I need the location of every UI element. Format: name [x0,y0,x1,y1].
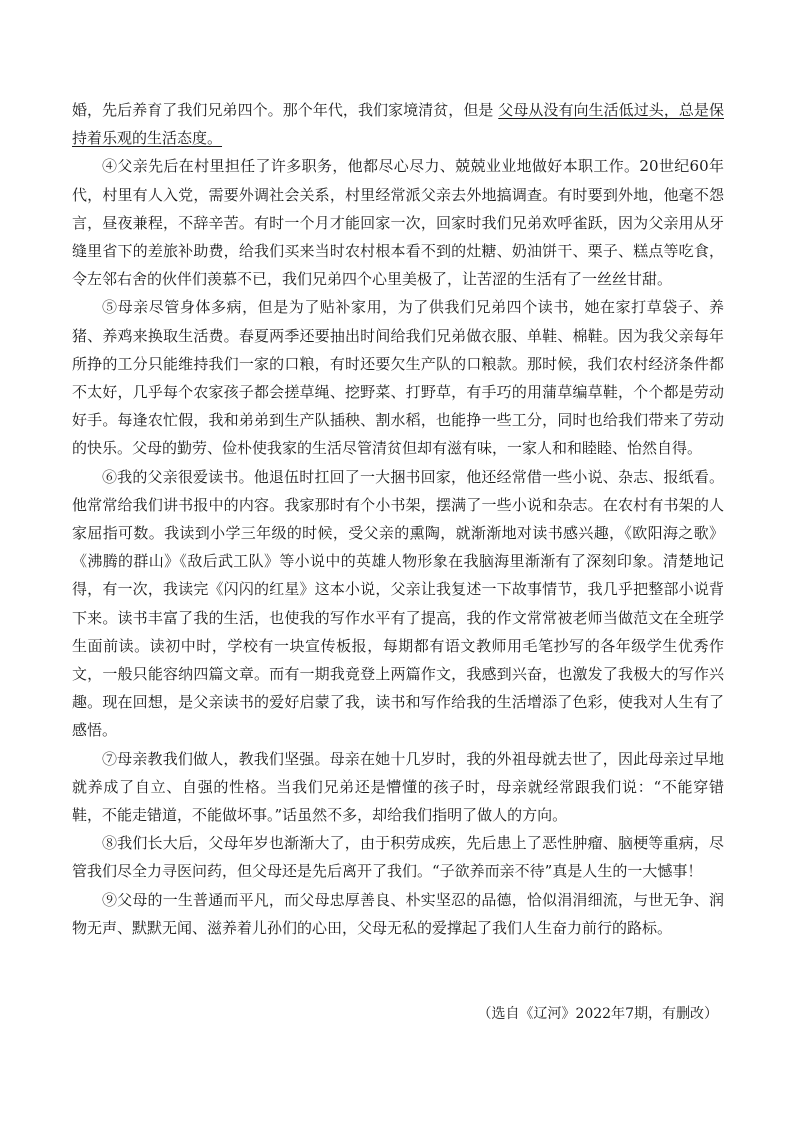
paragraph-7: ⑦母亲教我们做人，教我们坚强。母亲在她十几岁时，我的外祖母就去世了，因此母亲过早地就养成了自立、自强的性格。当我们兄弟还是懵懂的孩子时，母亲就经常跟我们说：“不能穿错鞋，不能走错道，不能做坏事。”话虽然不多，却给我们指明了做人的方向。 [72,749,724,825]
paragraph-8: ⑧我们长大后，父母年岁也渐渐大了，由于积劳成疾，先后患上了恶性肿瘤、脑梗等重病，尽管我们尽全力寻医问药，但父母还是先后离开了我们。“子欲养而亲不待”真是人生的一大憾事！ [72,834,724,881]
paragraph-4: ④父亲先后在村里担任了许多职务，他都尽心尽力、兢兢业业地做好本职工作。20世纪60年代，村里有人入党，需要外调社会关系，村里经常派父亲去外地搞调查。有时要到外地，他毫不怨言，昼夜兼程，不辞辛苦。有时一个月才能回家一次，回家时我们兄弟欢呼雀跃，因为父亲用从牙缝里省下的差旅补助费，给我们买来当时农村根本看不到的灶糖、奶油饼干、栗子、糕点等吃食，令左邻右舍的伙伴们羡慕不已，我们兄弟四个心里美极了，让苦涩的生活有了一丝丝甘甜。 [72,157,724,289]
underlined-sentence: 父母从没有向生活低过头，总是保持着乐观的生活态度。 [72,101,724,148]
paragraph-continuation [72,96,724,152]
paragraph-9: ⑨父母的一生普通而平凡，而父母忠厚善良、朴实坚忍的品德，恰似涓涓细流，与世无争、润物无声、默默无闻、滋养着儿孙们的心田，父母无私的爱撑起了我们人生奋力前行的路标。 [72,890,724,937]
paragraph-6: ⑥我的父亲很爱读书。他退伍时扛回了一大捆书回家，他还经常借一些小说、杂志、报纸看。他常常给我们讲书报中的内容。我家那时有个小书架，摆满了一些小说和杂志。在农村有书架的人家屈指可数。我读到小学三年级的时候，受父亲的熏陶，就渐渐地对读书感兴趣，《欧阳海之歌》《沸腾的群山》《敌后武工队》等小说中的英雄人物形象在我脑海里渐渐有了深刻印象。清楚地记得，有一次，我读完《闪闪的红星》这本小说，父亲让我复述一下故事情节，我几乎把整部小说背下来。读书丰富了我的生活，也使我的写作水平有了提高，我的作文常常被老师当做范文在全班学生面前读。读初中时，学校有一块宣传板报，每期都有语文教师用毛笔抄写的各年级学生优秀作文，一般只能容纳四篇文章。而有一期我竟登上两篇作文，我感到兴奋，也激发了我极大的写作兴趣。现在回想，是父亲读书的爱好启蒙了我，读书和写作给我的生活增添了色彩，使我对人生有了感悟。 [72,467,724,740]
source-citation: （选自《辽河》2022年7期，有删改） [477,1006,718,1022]
paragraph-5: ⑤母亲尽管身体多病，但是为了贴补家用，为了供我们兄弟四个读书，她在家打草袋子、养猪、养鸡来换取生活费。春夏两季还要抽出时间给我们兄弟做衣服、单鞋、棉鞋。因为我父亲每年所挣的工分只能维持我们一家的口粮，有时还要欠生产队的口粮款。那时候，我们农村经济条件都不太好，几乎每个农家孩子都会搓草绳、挖野菜、打野草，有手巧的用蒲草编草鞋，个个都是劳动好手。每逢农忙假，我和弟弟到生产队插秧、割水稻，也能挣一些工分，同时也给我们带来了劳动的快乐。父母的勤劳、俭朴使我家的生活尽管清贫但却有滋有味，一家人和和睦睦、怡然自得。 [72,298,724,458]
article-body [72,96,724,942]
paragraph-continuation-text: 婚，先后养育了我们兄弟四个。那个年代，我们家境清贫，但是 [72,101,499,119]
